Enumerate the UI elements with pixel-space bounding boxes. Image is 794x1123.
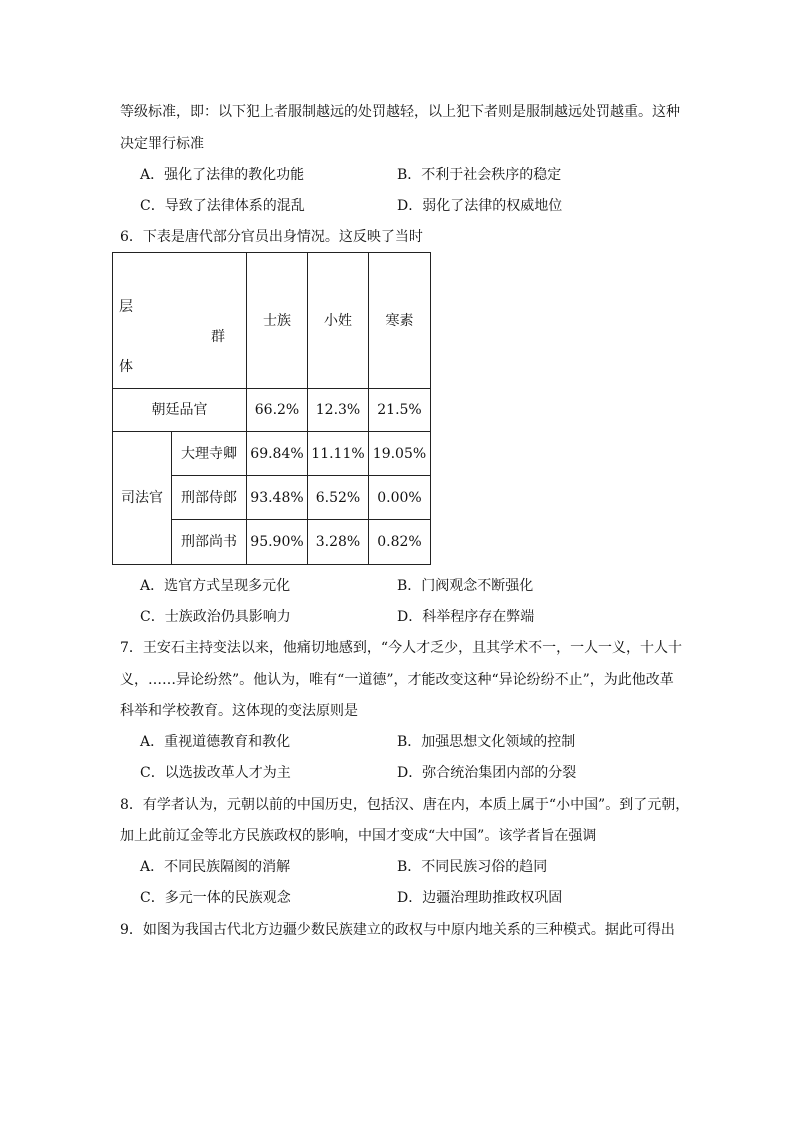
option-c: C．以选拔改革人才为主 xyxy=(140,765,291,781)
cell: 93.48% xyxy=(247,476,308,520)
option-c: C．士族政治仍具影响力 xyxy=(140,609,291,625)
question-stem: 9．如图为我国古代北方边疆少数民族建立的政权与中原内地关系的三种模式。据此可得出 xyxy=(120,922,675,938)
cell: 3.28% xyxy=(308,520,369,565)
row-label: 朝廷品官 xyxy=(113,389,247,432)
cell: 11.11% xyxy=(308,432,369,476)
cell: 6.52% xyxy=(308,476,369,520)
cell: 21.5% xyxy=(369,389,431,432)
question-stem: 加上此前辽金等北方民族政权的影响，中国才变成“大中国”。该学者旨在强调 xyxy=(120,828,597,844)
row-label: 大理寺卿 xyxy=(172,432,247,476)
option-c: C．多元一体的民族观念 xyxy=(140,890,291,906)
col-header: 小姓 xyxy=(308,253,369,389)
table-row xyxy=(113,432,431,476)
row-label: 刑部侍郎 xyxy=(172,476,247,520)
question-stem: 科举和学校教育。这体现的变法原则是 xyxy=(120,703,358,719)
cell: 95.90% xyxy=(247,520,308,565)
table-corner-header xyxy=(113,253,247,389)
option-b: B．门阀观念不断强化 xyxy=(397,578,534,594)
cell: 0.00% xyxy=(369,476,431,520)
option-d: D．科举程序存在弊端 xyxy=(397,609,535,625)
option-d: D．弥合统治集团内部的分裂 xyxy=(397,765,577,781)
question-stem: 8．有学者认为，元朝以前的中国历史，包括汉、唐在内，本质上属于“小中国”。到了元朝， xyxy=(120,797,690,813)
col-header: 士族 xyxy=(247,253,308,389)
option-b: B．加强思想文化领域的控制 xyxy=(397,734,576,750)
row-label: 刑部尚书 xyxy=(172,520,247,565)
option-a: A．强化了法律的教化功能 xyxy=(140,167,305,183)
question-stem: 7．王安石主持变法以来，他痛切地感到，“今人才乏少，且其学术不一，一人一义，十人十 xyxy=(120,640,683,656)
cell: 69.84% xyxy=(247,432,308,476)
officials-table xyxy=(112,252,431,565)
question-stem: 义，……异论纷然”。他认为，唯有“一道德”，才能改变这种“异论纷纷不止”，为此他改革 xyxy=(120,672,674,688)
header-char: 体 xyxy=(119,359,133,375)
option-a: A．重视道德教育和教化 xyxy=(140,734,291,750)
header-char: 群 xyxy=(211,329,225,345)
option-c: C．导致了法律体系的混乱 xyxy=(140,198,305,214)
col-header: 寒素 xyxy=(369,253,431,389)
option-a: A．选官方式呈现多元化 xyxy=(140,578,291,594)
option-b: B．不同民族习俗的趋同 xyxy=(397,859,548,875)
header-char: 层 xyxy=(119,299,133,315)
option-a: A．不同民族隔阂的消解 xyxy=(140,859,291,875)
text-line: 决定罪行标准 xyxy=(120,136,204,152)
option-b: B．不利于社会秩序的稳定 xyxy=(397,167,562,183)
table-row xyxy=(113,389,431,432)
cell: 19.05% xyxy=(369,432,431,476)
cell: 66.2% xyxy=(247,389,308,432)
option-d: D．边疆治理助推政权巩固 xyxy=(397,890,563,906)
option-d: D．弱化了法律的权威地位 xyxy=(397,198,563,214)
text-line: 等级标准，即：以下犯上者服制越远的处罚越轻，以上犯下者则是服制越远处罚越重。这种 xyxy=(120,104,680,120)
cell: 12.3% xyxy=(308,389,369,432)
question-stem: 6．下表是唐代部分官员出身情况。这反映了当时 xyxy=(120,229,423,245)
cell: 0.82% xyxy=(369,520,431,565)
group-label: 司法官 xyxy=(113,432,172,565)
